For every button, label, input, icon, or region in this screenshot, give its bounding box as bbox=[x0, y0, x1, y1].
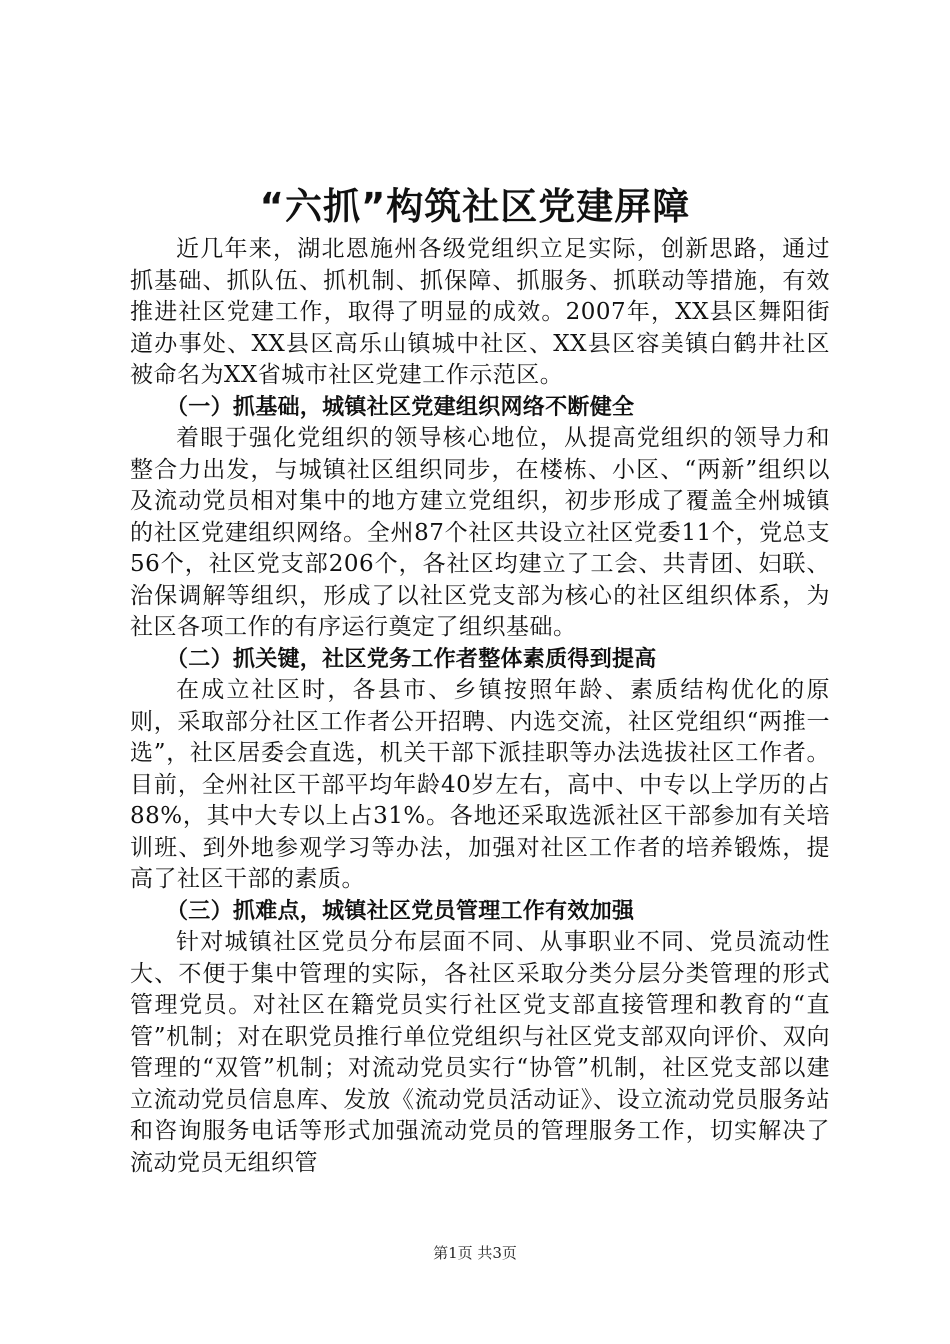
section-heading-3: （三）抓难点，城镇社区党员管理工作有效加强 bbox=[166, 898, 635, 924]
section-heading-2: （二）抓关键，社区党务工作者整体素质得到提高 bbox=[166, 646, 657, 672]
paragraph-section-1: 着眼于强化党组织的领导核心地位，从提高党组织的领导力和整合力出发，与城镇社区组织同步，在楼栋、小区、“两新”组织以及流动党员相对集中的地方建立党组织，初步形成了覆盖全州城镇的社区党建组织网络。全州87个社区共设立社区党委11个，党总支56个，社区党支部206个，各社区均建立了工会、共青团、妇联、治保调解等组织，形成了以社区党支部为核心的社区组织体系，为社区各项工作的有序运行奠定了组织基础。 bbox=[130, 425, 830, 640]
paragraph-section-3: 针对城镇社区党员分布层面不同、从事职业不同、党员流动性大、不便于集中管理的实际，各社区采取分类分层分类管理的形式管理党员。对社区在籍党员实行社区党支部直接管理和教育的“直管”机制；对在职党员推行单位党组织与社区党支部双向评价、双向管理的“双管”机制；对流动党员实行“协管”机制，社区党支部以建立流动党员信息库、发放《流动党员活动证》、设立流动党员服务站和咨询服务电话等形式加强流动党员的管理服务工作，切实解决了流动党员无组织管 bbox=[130, 929, 830, 1176]
section-heading-1: （一）抓基础，城镇社区党建组织网络不断健全 bbox=[166, 394, 635, 420]
document-title: “六抓”构筑社区党建屏障 bbox=[259, 185, 691, 228]
paragraph-intro: 近几年来，湖北恩施州各级党组织立足实际，创新思路，通过抓基础、抓队伍、抓机制、抓保障、抓服务、抓联动等措施，有效推进社区党建工作，取得了明显的成效。2007年，XX县区舞阳街道办事处、XX县区高乐山镇城中社区、XX县区容美镇白鹤井社区被命名为XX省城市社区党建工作示范区。 bbox=[130, 236, 830, 388]
paragraph-section-2: 在成立社区时，各县市、乡镇按照年龄、素质结构优化的原则，采取部分社区工作者公开招聘、内选交流，社区党组织“两推一选”，社区居委会直选，机关干部下派挂职等办法选拔社区工作者。目前，全州社区干部平均年龄40岁左右，高中、中专以上学历的占88%，其中大专以上占31%。各地还采取选派社区干部参加有关培训班、到外地参观学习等办法，加强对社区工作者的培养锻炼，提高了社区干部的素质。 bbox=[130, 677, 830, 892]
page-footer: 第1页 共3页 bbox=[433, 1244, 517, 1262]
document-body bbox=[130, 234, 830, 1179]
